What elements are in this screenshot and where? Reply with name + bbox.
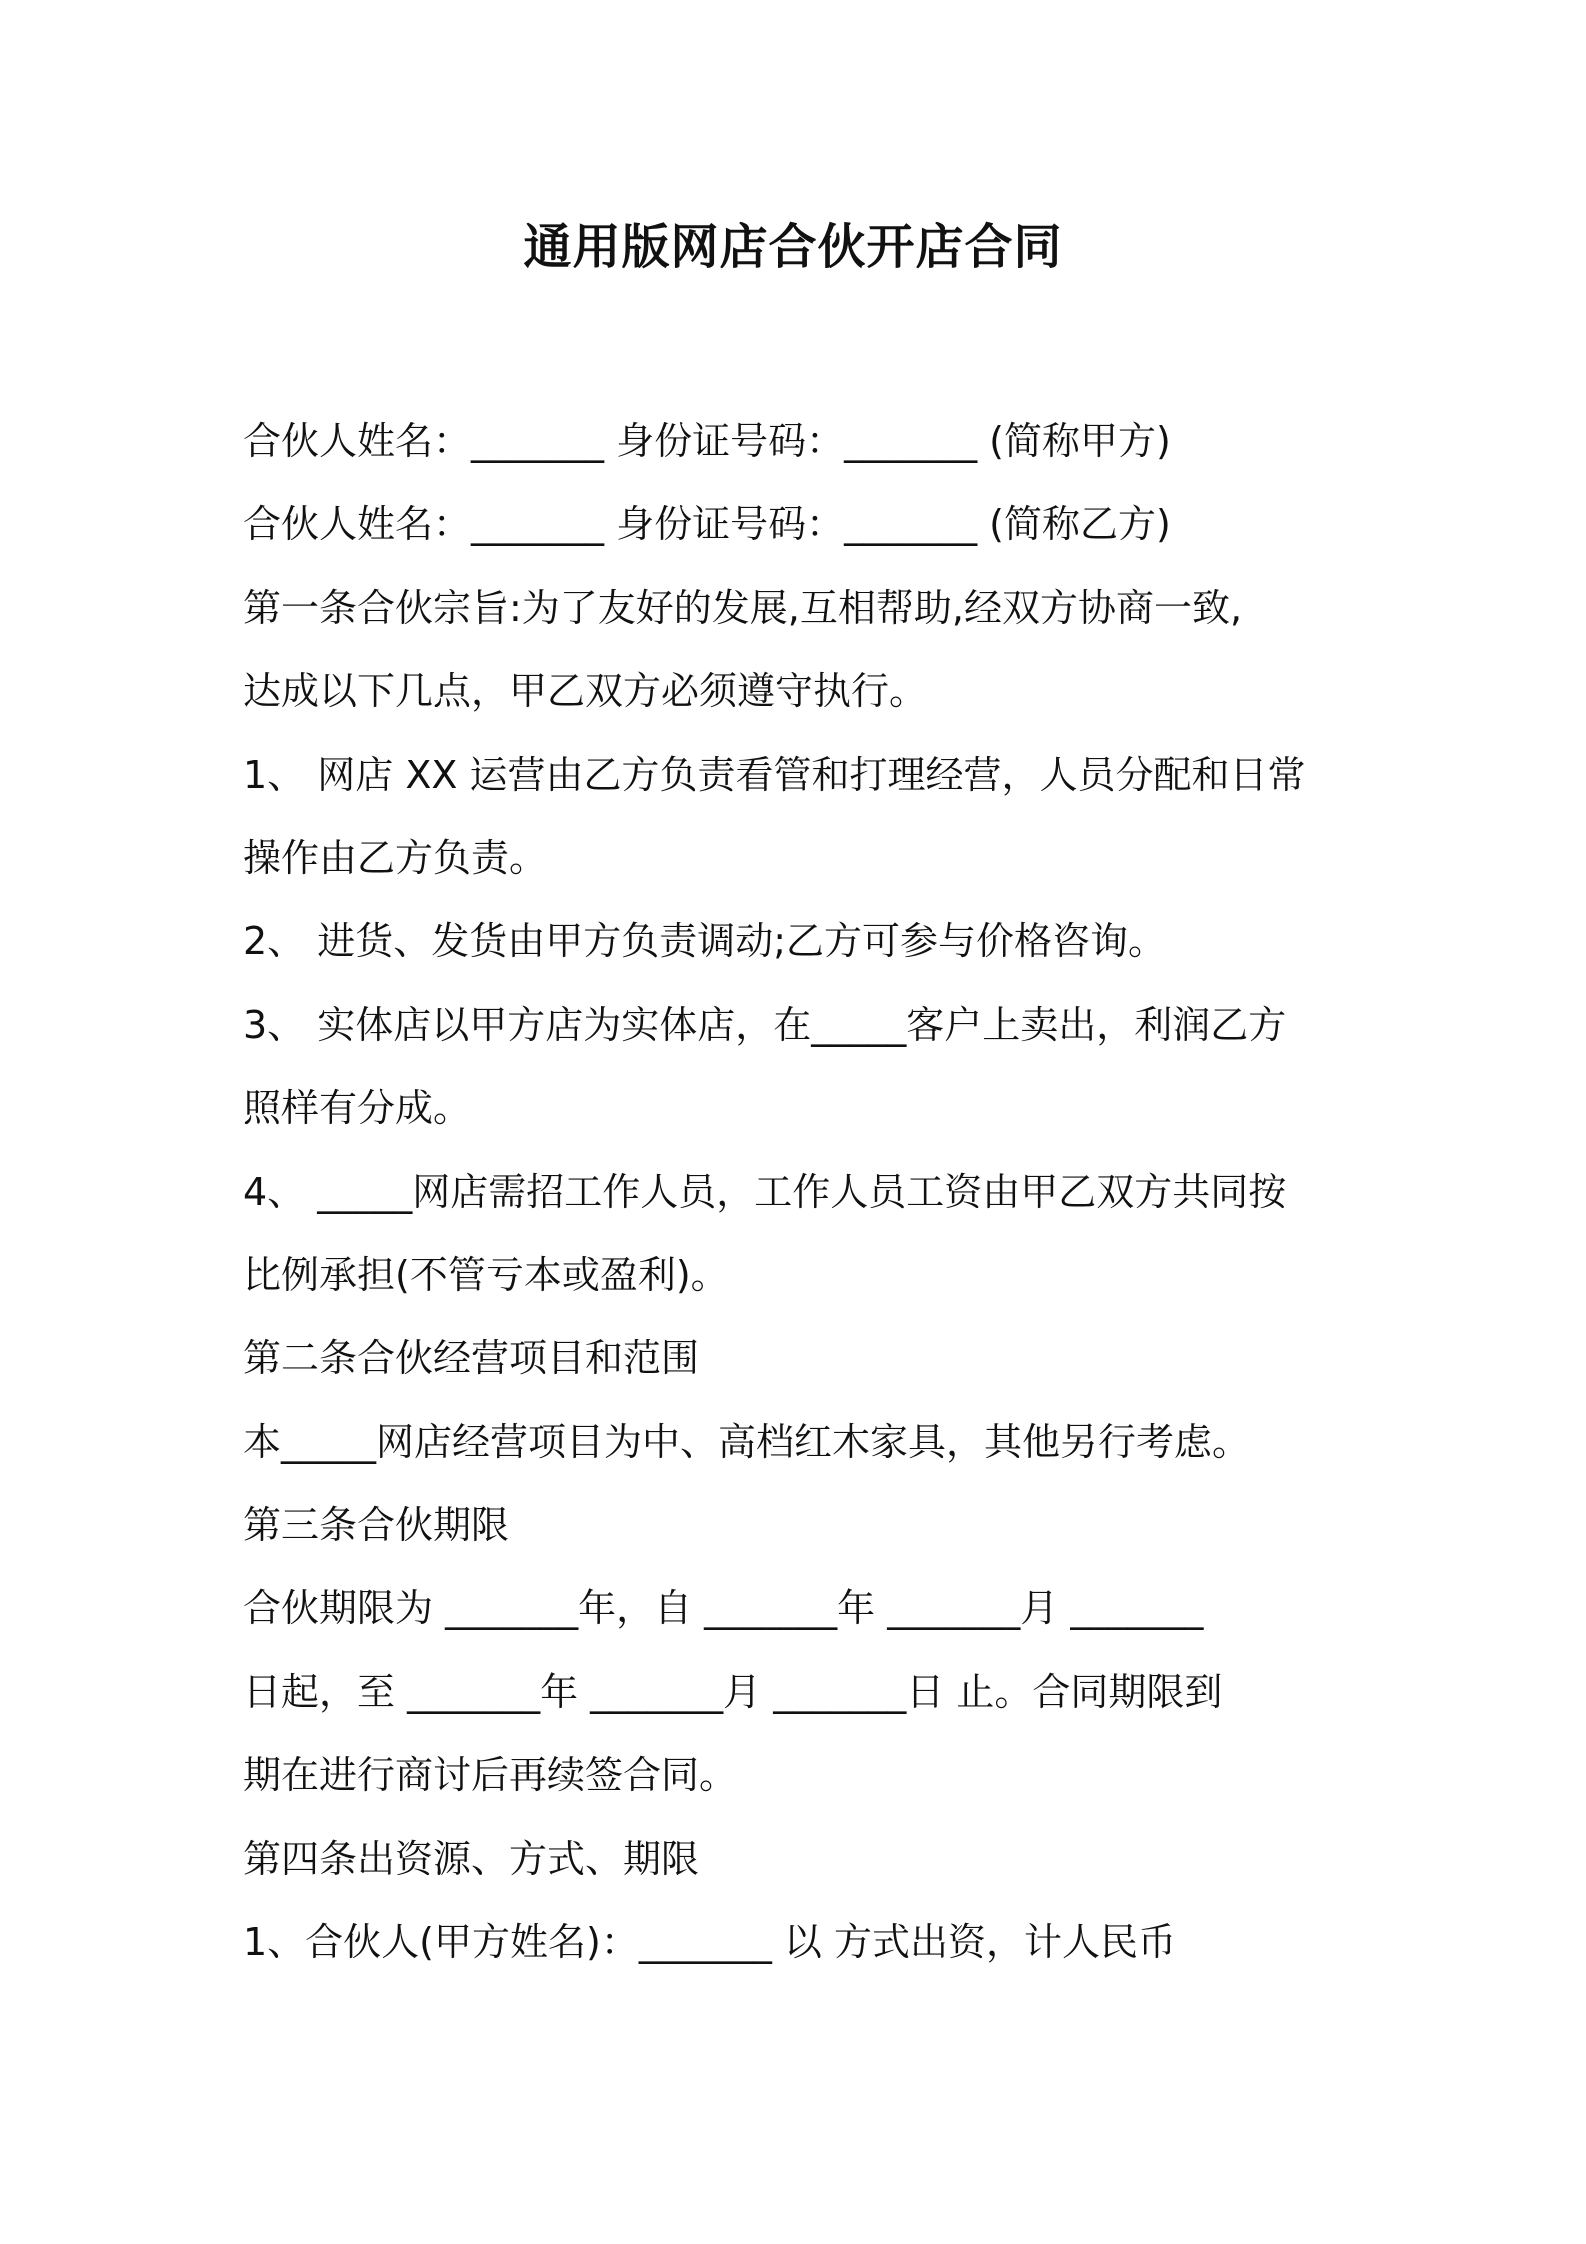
article-1-heading: 第一条合伙宗旨:为了友好的发展,互相帮助,经双方协商一致, <box>243 585 1243 630</box>
term-line-3: 期在进行商讨后再续签合同。 <box>243 1753 738 1798</box>
clause-4-line-2: 比例承担(不管亏本或盈利)。 <box>243 1252 729 1297</box>
article-4-heading: 第四条出资源、方式、期限 <box>243 1836 700 1881</box>
term-line-2: 日起，至 _______年 _______月 _______日 止。合同期限到 <box>243 1669 1223 1714</box>
clause-3-line-1: 3、 实体店以甲方店为实体店，在_____客户上卖出，利润乙方 <box>243 1002 1287 1047</box>
article-3-heading: 第三条合伙期限 <box>243 1503 510 1548</box>
party-a-line: 合伙人姓名：_______ 身份证号码：_______ (简称甲方) <box>243 419 1171 463</box>
contribution-line-1: 1、合伙人(甲方姓名)：_______ 以 方式出资，计人民币 <box>243 1920 1176 1965</box>
document-title: 通用版网店合伙开店合同 <box>523 219 1063 275</box>
clause-2-line: 2、 进货、发货由甲方负责调动;乙方可参与价格咨询。 <box>243 919 1167 964</box>
article-1-text: 达成以下几点，甲乙双方必须遵守执行。 <box>243 669 928 714</box>
party-b-line: 合伙人姓名：_______ 身份证号码：_______ (简称乙方) <box>243 502 1171 547</box>
article-2-text: 本_____网店经营项目为中、高档红木家具，其他另行考虑。 <box>243 1419 1251 1464</box>
document-body <box>243 400 1355 1984</box>
clause-1-line-1: 1、 网店 XX 运营由乙方负责看管和打理经营，人员分配和日常 <box>243 752 1306 797</box>
clause-3-line-2: 照样有分成。 <box>243 1086 472 1131</box>
clause-1-line-2: 操作由乙方负责。 <box>243 835 548 880</box>
clause-4-line-1: 4、 _____网店需招工作人员，工作人员工资由甲乙双方共同按 <box>243 1169 1287 1214</box>
term-line-1: 合伙期限为 _______年，自 _______年 _______月 _______ <box>243 1586 1204 1631</box>
article-2-heading: 第二条合伙经营项目和范围 <box>243 1336 700 1381</box>
